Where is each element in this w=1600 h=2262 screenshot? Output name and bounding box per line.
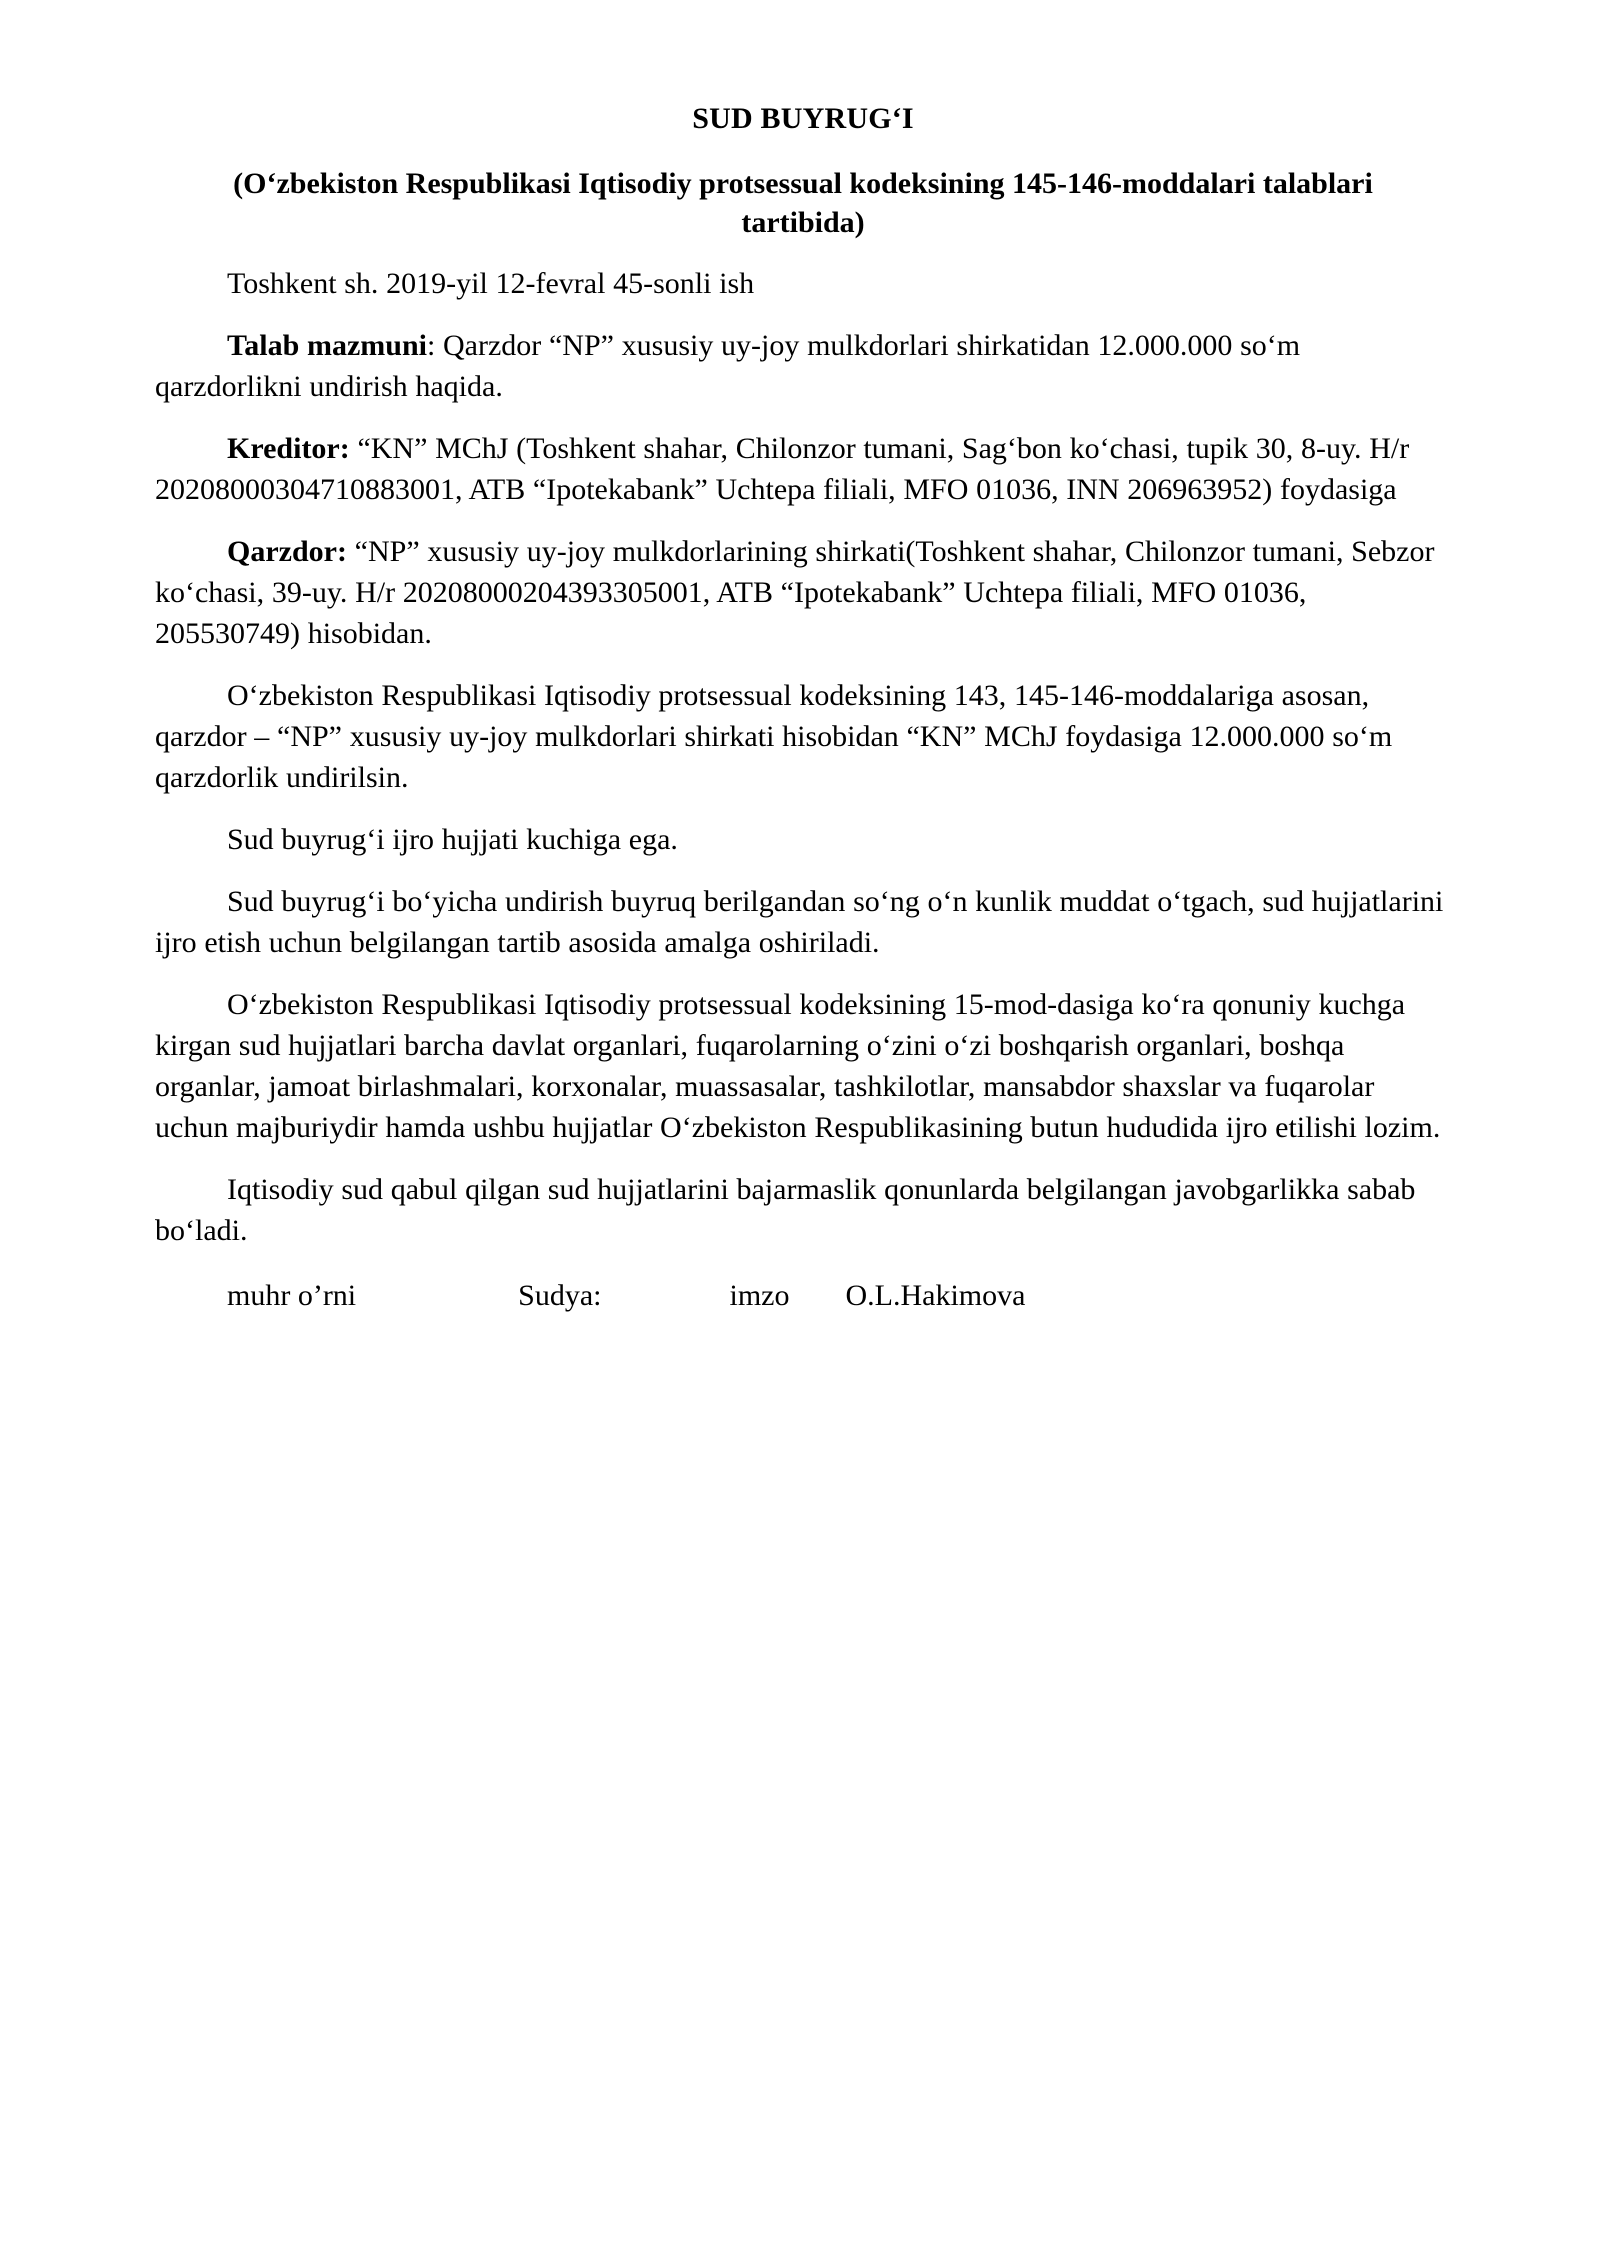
creditor-lead-label: Kreditor: (227, 432, 350, 465)
claim-text: : Qarzdor “NP” xususiy uy-joy mulkdorlari shirkatidan 12.000.000 so‘m qarzdorlikni undirish haqida. (155, 329, 1301, 403)
paragraph-ruling: O‘zbekiston Respublikasi Iqtisodiy protsessual kodeksining 143, 145-146-moddalariga asosan, qarzdor – “NP” xususiy uy-joy mulkdorlari shirkati hisobidan “KN” MChJ foydasiga 12.000.000 so‘m qarzdorlik undirilsin. (155, 679, 1393, 794)
paragraph-enforcement-term: Sud buyrug‘i bo‘yicha undirish buyruq berilgandan so‘ng o‘n kunlik muddat o‘tgach, sud hujjatlarini ijro etish uchun belgilangan tartib asosida amalga oshiriladi. (155, 885, 1444, 959)
judge-label: Sudya: (518, 1279, 602, 1312)
signature-row (155, 1251, 1451, 1316)
seal-placeholder-label: muhr o’rni (227, 1279, 357, 1312)
creditor-text: “KN” MChJ (Toshkent shahar, Chilonzor tumani, Sag‘bon ko‘chasi, tupik 30, 8-uy. H/r 20208000304710883001, ATB “Ipotekabank” Uchtepa filiali, MFO 01036, INN 206963952) foydasiga (155, 432, 1410, 506)
document-body (155, 0, 1451, 1316)
debtor-text: “NP” xususiy uy-joy mulkdorlarining shirkati(Toshkent shahar, Chilonzor tumani, Sebzor ko‘chasi, 39-uy. H/r 20208000204393305001, ATB “Ipotekabank” Uchtepa filiali, MFO 01036, 205530749) hisobidan. (155, 535, 1435, 650)
place-and-case-line: Toshkent sh. 2019-yil 12-fevral 45-sonli ish (227, 267, 755, 300)
document-title: SUD BUYRUG‘I (692, 102, 914, 135)
judge-name: O.L.Hakimova (845, 1279, 1026, 1312)
debtor-lead-label: Qarzdor: (227, 535, 347, 568)
paragraph-liability: Iqtisodiy sud qabul qilgan sud hujjatlarini bajarmaslik qonunlarda belgilangan javobgarlikka sabab bo‘ladi. (155, 1173, 1416, 1247)
document-subtitle: (O‘zbekiston Respublikasi Iqtisodiy protsessual kodeksining 145-146-moddalari talablari tartibida) (233, 167, 1373, 239)
paragraph-debtor (155, 510, 1451, 654)
paragraph-enforcement-power: Sud buyrug‘i ijro hujjati kuchiga ega. (227, 823, 678, 856)
paragraph-claim (155, 304, 1451, 407)
claim-lead-label: Talab mazmuni (227, 329, 427, 362)
paragraph-creditor (155, 407, 1451, 510)
signature-placeholder-label: imzo (729, 1279, 790, 1312)
paragraph-binding-force: O‘zbekiston Respublikasi Iqtisodiy protsessual kodeksining 15-mod-dasiga ko‘ra qonuniy kuchga kirgan sud hujjatlari barcha davlat organlari, fuqarolarning o‘zini o‘zi boshqarish organlari, boshqa organlar, jamoat birlashmalari, korxonalar, muassasalar, tashkilotlar, mansabdor shaxslar va fuqarolar uchun majburiydir hamda ushbu hujjatlar O‘zbekiston Respublikasining butun hududida ijro etilishi lozim. (155, 988, 1441, 1144)
